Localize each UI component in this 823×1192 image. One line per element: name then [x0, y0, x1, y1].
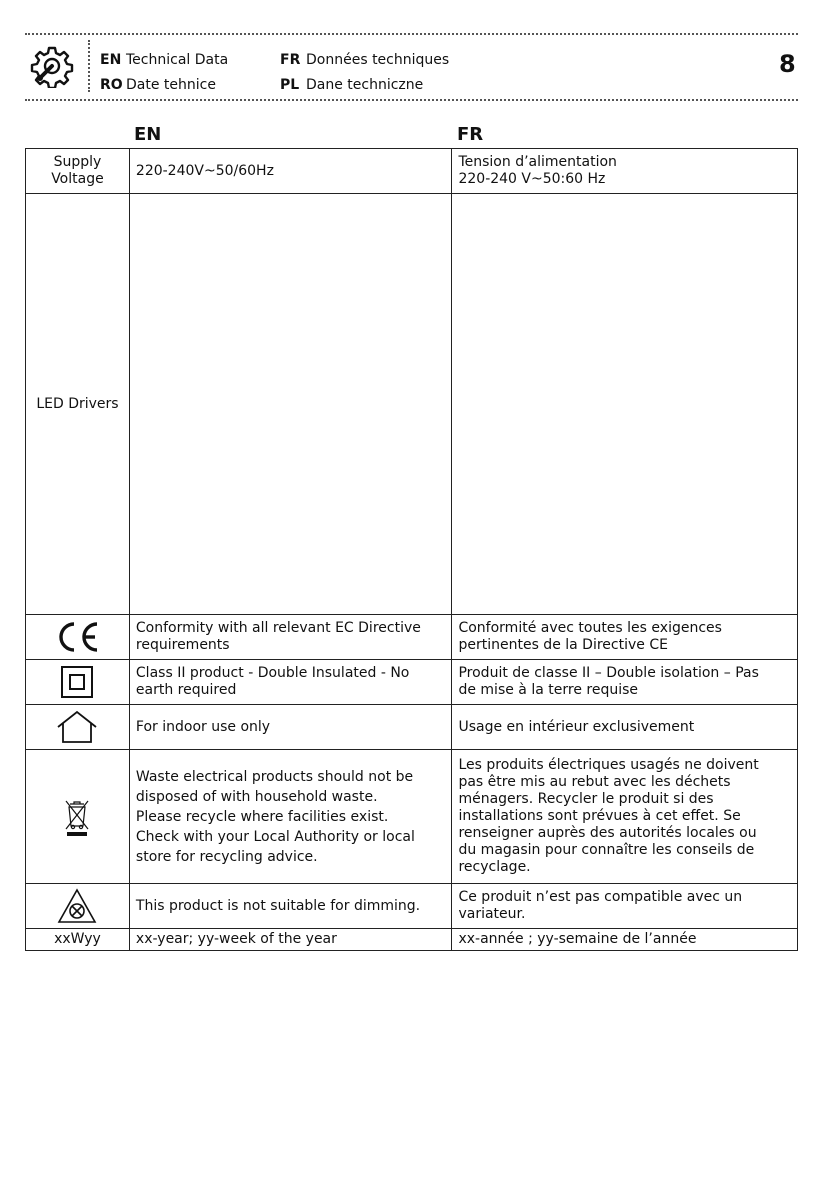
cell-en: This product is not suitable for dimming.	[129, 884, 452, 929]
header-languages-col1	[100, 48, 228, 98]
bottom-dotted-divider	[25, 99, 798, 101]
ce-cell	[26, 615, 130, 660]
indoor-cell	[26, 705, 130, 750]
row-label-supply-voltage: Supply Voltage	[26, 149, 130, 194]
cell-en: Waste electrical products should not be disposed of with household waste. Please recycle where facilities exist. Check with your Local Authority or local store for recycling advice.	[135, 768, 415, 865]
page-number: 8	[779, 50, 796, 78]
table-row	[26, 149, 798, 194]
house-icon	[56, 710, 98, 744]
table-row	[26, 615, 798, 660]
cell-fr: Ce produit n’est pas compatible avec un variateur.	[452, 884, 798, 929]
row-label-led-drivers: LED Drivers	[26, 194, 130, 615]
class-ii-double-square-icon	[60, 665, 94, 699]
lang-code: FR	[280, 52, 301, 68]
lang-code: RO	[100, 77, 123, 93]
header-languages-col2	[280, 48, 449, 98]
lang-title: Technical Data	[126, 52, 229, 68]
technical-data-table	[25, 148, 798, 951]
table-row	[26, 194, 798, 615]
table-row	[26, 660, 798, 705]
cell-en: Conformity with all relevant EC Directive requirements	[129, 615, 452, 660]
weee-cell	[26, 750, 130, 884]
header-vertical-divider	[88, 40, 90, 92]
cell-fr: Usage en intérieur exclusivement	[452, 705, 798, 750]
crossed-bin-icon	[62, 796, 92, 838]
table-row	[26, 750, 798, 884]
lang-code: EN	[100, 52, 122, 68]
cell-fr: Tension d’alimentation 220-240 V~50:60 Hz	[452, 149, 798, 194]
dimming-cell	[26, 884, 130, 929]
table-row	[26, 929, 798, 951]
cell-en: 220-240V~50/60Hz	[129, 149, 452, 194]
cell-en: xx-year; yy-week of the year	[129, 929, 452, 951]
class-ii-cell	[26, 660, 130, 705]
cell-en: Class II product - Double Insulated - No earth required	[129, 660, 452, 705]
cell-en: For indoor use only	[129, 705, 452, 750]
cell-fr	[452, 194, 798, 615]
ce-mark-icon	[53, 620, 101, 654]
lang-title: Dane techniczne	[306, 77, 424, 93]
cell-fr: xx-année ; yy-semaine de l’année	[452, 929, 798, 951]
no-dimming-icon	[57, 888, 97, 924]
column-heading-en: EN	[134, 124, 162, 145]
lang-code: PL	[280, 77, 300, 93]
lang-title: Date tehnice	[126, 77, 216, 93]
cell-fr: Les produits électriques usagés ne doivent pas être mis au rebut avec les déchets ménagers. Recycler le produit si des installations sont prévues à cet effet. Se renseigner auprès des autorités locales ou du magasin pour connaître les conseils de recyclage.	[452, 750, 798, 884]
row-label-date-code: xxWyy	[26, 929, 130, 951]
cell-fr: Produit de classe II – Double isolation – Pas de mise à la terre requise	[452, 660, 798, 705]
cell-fr: Conformité avec toutes les exigences pertinentes de la Directive CE	[452, 615, 798, 660]
weee-en-cell	[129, 750, 452, 884]
gear-wrench-icon	[30, 44, 74, 88]
top-dotted-divider	[25, 33, 798, 35]
table-row	[26, 705, 798, 750]
lang-title: Données techniques	[306, 52, 450, 68]
cell-en	[129, 194, 452, 615]
table-row	[26, 884, 798, 929]
column-heading-fr: FR	[457, 124, 484, 145]
